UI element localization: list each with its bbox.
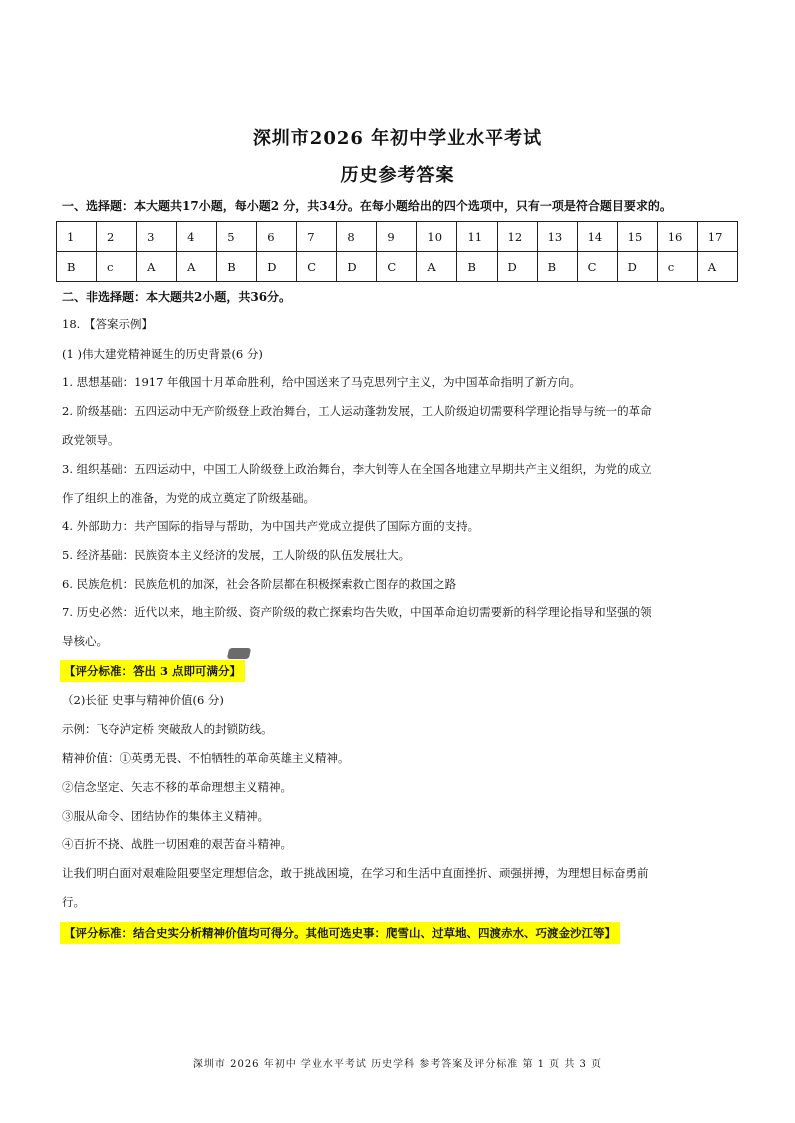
part2-title: （2)长征 史事与精神价值(6 分) bbox=[62, 693, 224, 707]
page-footer: 深圳市 2026 年初中 学业水平考试 历史学科 参考答案及评分标准 第 1 页 共 3 页 bbox=[192, 1059, 603, 1070]
scoring-criteria-2: 【评分标准：结合史实分析精神价值均可得分。其他可选史事：爬雪山、过草地、四渡赤水、巧渡金沙江等】 bbox=[60, 922, 620, 944]
answer-cell: A bbox=[417, 252, 457, 282]
answer-cell: c bbox=[97, 252, 137, 282]
answer-cell: c bbox=[657, 252, 697, 282]
part2-line: 示例：飞夺泸定桥 突破敌人的封锁防线。 bbox=[62, 722, 273, 736]
part2-line: ④百折不挠、战胜一切困难的艰苦奋斗精神。 bbox=[62, 837, 292, 851]
part1-line: 2. 阶级基础：五四运动中无产阶级登上政治舞台，工人运动蓬勃发展，工人阶级迫切需要科学理论指导与统一的革命 bbox=[62, 404, 652, 418]
answer-cell: D bbox=[257, 252, 297, 282]
question-number-cell: 4 bbox=[177, 222, 217, 252]
question-number-cell: 7 bbox=[297, 222, 337, 252]
answer-cell: C bbox=[297, 252, 337, 282]
question-number-cell: 13 bbox=[537, 222, 577, 252]
part2-line: 让我们明白面对艰难险阻要坚定理想信念，敢于挑战困境，在学习和生活中直面挫折、顽强拼搏，为理想目标奋勇前 bbox=[62, 866, 649, 880]
part1-line: 1. 思想基础：1917 年俄国十月革命胜利，给中国送来了马克思列宁主义，为中国革命指明了新方向。 bbox=[62, 375, 582, 389]
answer-cell: B bbox=[217, 252, 257, 282]
question-number-cell: 14 bbox=[577, 222, 617, 252]
answer-key-subtitle: 历史参考答案 bbox=[340, 165, 455, 186]
part2-line: 行。 bbox=[62, 895, 85, 909]
answer-table bbox=[56, 221, 738, 282]
question-number-cell: 16 bbox=[657, 222, 697, 252]
answer-cell: A bbox=[697, 252, 737, 282]
question-number-cell: 12 bbox=[497, 222, 537, 252]
section2-heading: 二、非选择题：本大题共2小题，共36分。 bbox=[62, 290, 292, 304]
part2-line: 精神价值：①英勇无畏、不怕牺牲的革命英雄主义精神。 bbox=[62, 751, 350, 765]
section1-heading: 一、选择题：本大题共17小题，每小题2 分，共34分。在每小题给出的四个选项中，只有一项是符合题目要求的。 bbox=[62, 199, 672, 213]
question-number-cell: 3 bbox=[137, 222, 177, 252]
question-number-cell: 17 bbox=[697, 222, 737, 252]
answer-cell: D bbox=[337, 252, 377, 282]
ink-mark bbox=[227, 648, 251, 659]
part1-line: 3. 组织基础：五四运动中，中国工人阶级登上政治舞台，李大钊等人在全国各地建立早期共产主义组织，为党的成立 bbox=[62, 462, 652, 476]
question-number-cell: 15 bbox=[617, 222, 657, 252]
answer-cell: D bbox=[617, 252, 657, 282]
question-number-cell: 1 bbox=[57, 222, 97, 252]
answer-cell: A bbox=[177, 252, 217, 282]
part1-line: 6. 民族危机：民族危机的加深，社会各阶层都在积极探索救亡图存的救国之路 bbox=[62, 577, 457, 591]
answer-cell: B bbox=[457, 252, 497, 282]
answer-cell: C bbox=[377, 252, 417, 282]
part1-line: 政党领导。 bbox=[62, 433, 120, 447]
answer-row bbox=[57, 252, 738, 282]
part1-line: 导核心。 bbox=[62, 634, 108, 648]
answer-cell: B bbox=[537, 252, 577, 282]
part1-line: 4. 外部助力：共产国际的指导与帮助，为中国共产党成立提供了国际方面的支持。 bbox=[62, 519, 480, 533]
question-number-row bbox=[57, 222, 738, 252]
part1-line: 7. 历史必然：近代以来，地主阶级、资产阶级的救亡探索均告失败，中国革命迫切需要新的科学理论指导和坚强的领 bbox=[62, 605, 652, 619]
answer-cell: C bbox=[577, 252, 617, 282]
part1-line: 作了组织上的准备，为党的成立奠定了阶级基础。 bbox=[62, 491, 315, 505]
exam-title: 深圳市2026 年初中学业水平考试 bbox=[252, 128, 543, 149]
part2-line: ②信念坚定、矢志不移的革命理想主义精神。 bbox=[62, 780, 292, 794]
question-number-cell: 10 bbox=[417, 222, 457, 252]
question-number-cell: 9 bbox=[377, 222, 417, 252]
question-number-cell: 8 bbox=[337, 222, 377, 252]
question-number-cell: 6 bbox=[257, 222, 297, 252]
question-number-cell: 5 bbox=[217, 222, 257, 252]
part1-line: 5. 经济基础：民族资本主义经济的发展，工人阶级的队伍发展壮大。 bbox=[62, 548, 411, 562]
answer-cell: B bbox=[57, 252, 97, 282]
answer-cell: D bbox=[497, 252, 537, 282]
part2-line: ③服从命令、团结协作的集体主义精神。 bbox=[62, 809, 269, 823]
question-number-cell: 2 bbox=[97, 222, 137, 252]
question-18-label: 18. 【答案示例】 bbox=[62, 317, 153, 331]
part1-title: (1 )伟大建党精神诞生的历史背景(6 分) bbox=[62, 347, 263, 361]
question-number-cell: 11 bbox=[457, 222, 497, 252]
answer-cell: A bbox=[137, 252, 177, 282]
scoring-criteria-1: 【评分标准：答出 3 点即可满分】 bbox=[60, 660, 245, 682]
